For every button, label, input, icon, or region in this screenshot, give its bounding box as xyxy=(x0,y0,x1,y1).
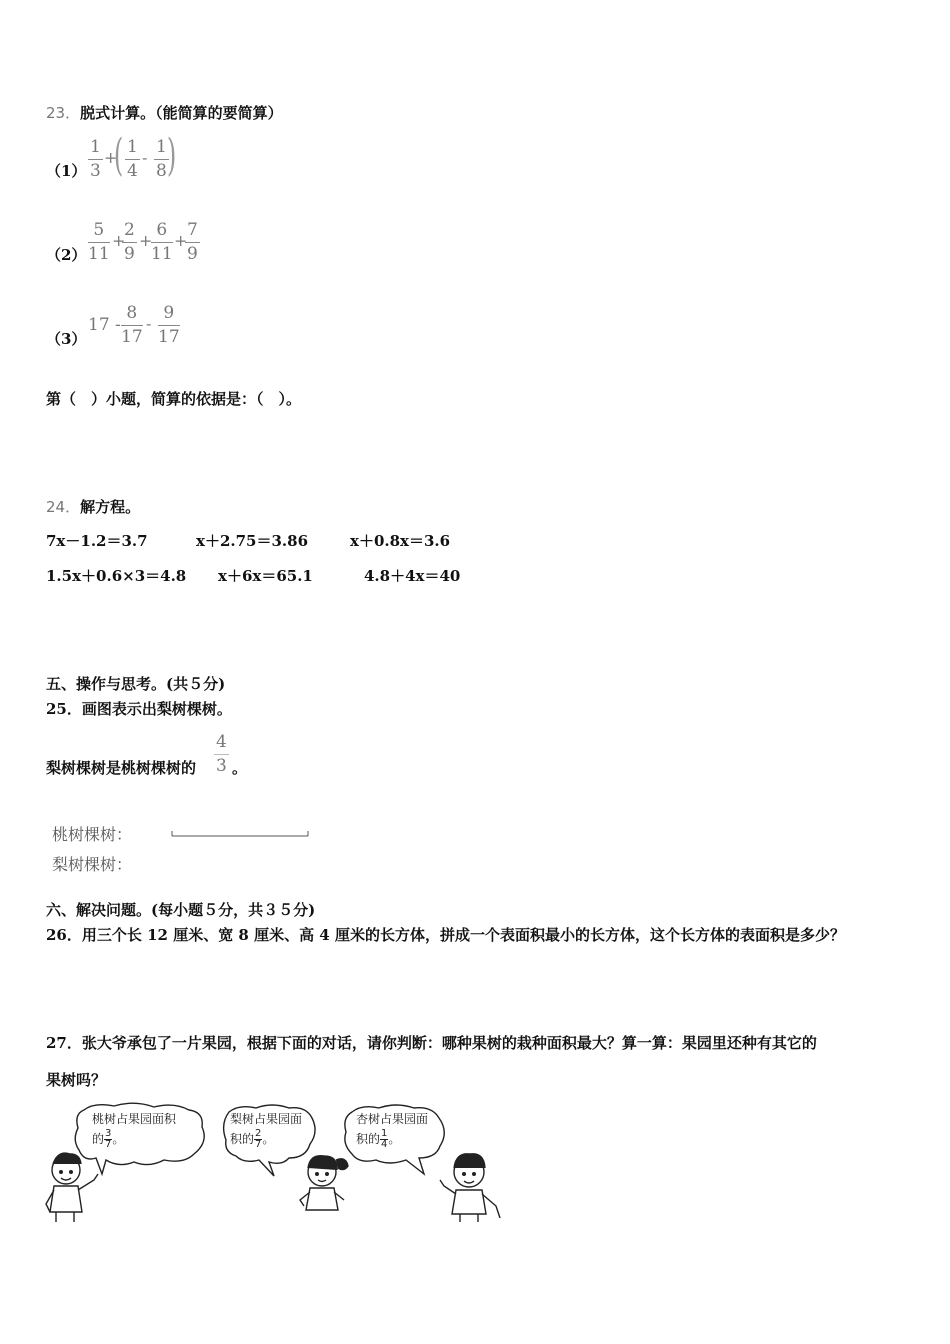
q23-item3-frac2: $\frac{9}{17}$ xyxy=(158,303,180,347)
q23-item2-op2: + xyxy=(139,231,153,250)
equation-3: x＋0.8x＝3.6 xyxy=(350,532,451,550)
q23-item3-op1: - xyxy=(146,314,152,333)
q23-item2-label: （2） xyxy=(46,246,87,264)
q23-item1-rparen: ) xyxy=(166,130,177,181)
q23-item1-op2: - xyxy=(142,148,148,167)
q23-item2-frac1: $\frac{5}{11}$ xyxy=(88,220,110,264)
boy-right-figure xyxy=(440,1154,500,1222)
equation-6: 4.8＋4x＝40 xyxy=(364,567,461,585)
equation-5: x＋6x＝65.1 xyxy=(218,567,313,585)
q23-title-text: 脱式计算。（能简算的要简算） xyxy=(80,104,283,122)
peach-bar xyxy=(170,828,310,840)
q26-text: 26．用三个长 12 厘米、宽 8 厘米、高 4 厘米的长方体，拼成一个表面积最小的长方体，这个长方体的表面积是多少？ xyxy=(46,926,845,944)
q23-note: 第（ ）小题，简算的依据是：（ ）。 xyxy=(46,390,302,408)
q23-item2-op3: + xyxy=(174,231,188,250)
equation-2: x＋2.75＝3.86 xyxy=(196,532,309,550)
q23-item1-label: （1） xyxy=(46,162,87,180)
q23-item3-label: （3） xyxy=(46,330,87,348)
q23-item2-op1: + xyxy=(112,231,126,250)
q23-item3-frac1: $\frac{8}{17}$ xyxy=(121,303,143,347)
q23-item1-frac2: $\frac{1}{4}$ xyxy=(127,137,138,181)
girl-figure xyxy=(300,1156,348,1210)
q23-item1-frac1: $\frac{1}{3}$ xyxy=(90,137,101,181)
q23-item3-whole: 17 - xyxy=(88,315,121,335)
section5-title: 五、操作与思考。(共５分) xyxy=(46,675,226,693)
boy-left-figure xyxy=(46,1153,98,1222)
q23-item1-frac3: $\frac{1}{8}$ xyxy=(156,137,167,181)
q25-text: 梨树棵树是桃树棵树的 xyxy=(46,759,197,777)
peach-label: 桃树棵树： xyxy=(52,825,133,844)
q23-item1-lparen: ( xyxy=(113,130,124,181)
bubble-2-text: 梨树占果园面 积的 $\frac{2}{7}$ 。 xyxy=(230,1112,303,1151)
q23-item2-frac3: $\frac{6}{11}$ xyxy=(151,220,173,264)
bubble-3-text: 杏树占果园面 积的 $\frac{1}{4}$ 。 xyxy=(356,1112,429,1151)
equation-1: 7x－1.2＝3.7 xyxy=(46,532,148,550)
bubble-1-text: 桃树占果园面积 的 $\frac{3}{7}$ 。 xyxy=(92,1112,177,1151)
q25-fraction: $\frac{4}{3}$ xyxy=(216,732,227,776)
q23-title: 23．脱式计算。（能简算的要简算） xyxy=(46,104,283,122)
section6-title: 六、解决问题。(每小题５分，共３５分) xyxy=(46,901,316,919)
q27-line2: 果树吗？ xyxy=(46,1071,107,1089)
pear-label: 梨树棵树： xyxy=(52,855,133,874)
q23-item1-op1: + xyxy=(104,148,118,167)
q23-item2-frac2: $\frac{2}{9}$ xyxy=(124,220,135,264)
q25-title: 25．画图表示出梨树棵树。 xyxy=(46,700,232,718)
equation-4: 1.5x＋0.6×3＝4.8 xyxy=(46,567,187,585)
q27-line1: 27．张大爷承包了一片果园，根据下面的对话，请你判断：哪种果树的栽种面积最大？算一算：果园里还种有其它的 xyxy=(46,1034,817,1052)
q23-item2-frac4: $\frac{7}{9}$ xyxy=(187,220,198,264)
q24-title: 24．解方程。 xyxy=(46,498,141,516)
q25-end: 。 xyxy=(232,759,248,777)
